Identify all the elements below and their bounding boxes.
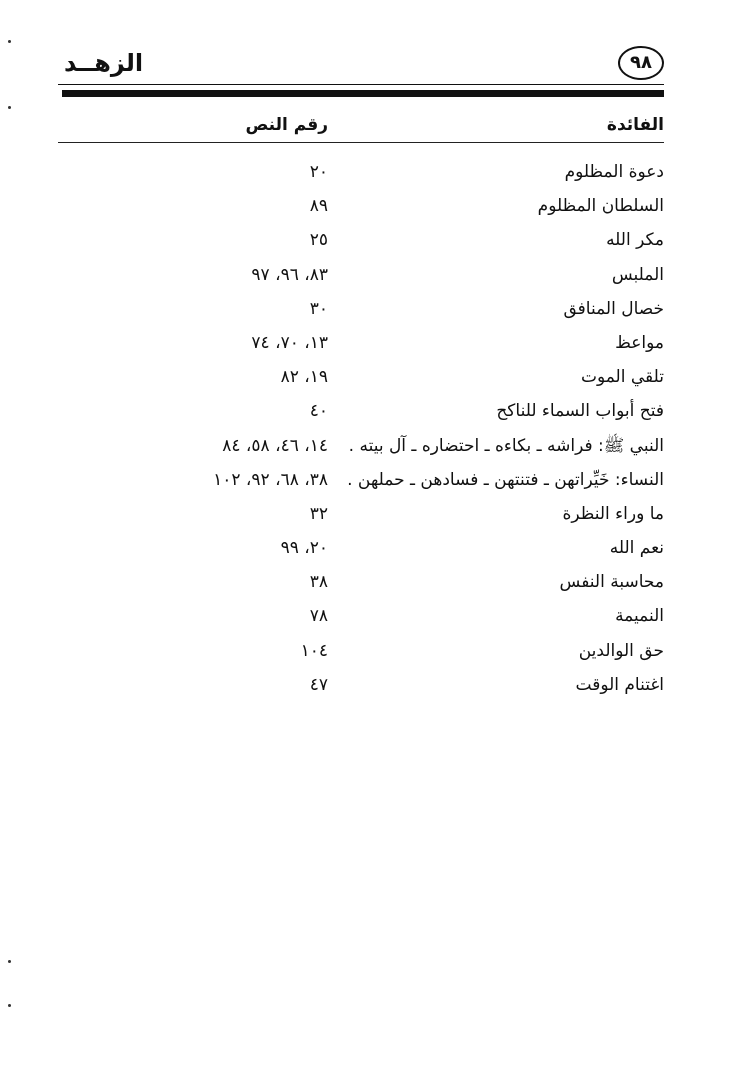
table-row — [58, 599, 664, 633]
header-rule-thin — [58, 84, 664, 85]
refs-cell: ٣٨، ٦٨، ٩٢، ١٠٢ — [213, 469, 328, 490]
ref-column-header: رقم النص — [245, 115, 328, 135]
scan-margin-speck — [8, 106, 11, 109]
table-row — [58, 565, 664, 599]
refs-cell: ١٣، ٧٠، ٧٤ — [251, 332, 328, 353]
refs-cell: ٧٨ — [309, 606, 328, 627]
refs-cell: ١٠٤ — [300, 640, 328, 661]
topic-cell: محاسبة النفس — [559, 572, 664, 593]
topic-cell: خصال المنافق — [563, 298, 664, 319]
topic-column-header: الفائدة — [606, 115, 664, 135]
refs-cell: ٨٩ — [309, 196, 328, 217]
table-row — [58, 497, 664, 531]
table-row — [58, 360, 664, 394]
index-table — [58, 155, 664, 702]
refs-cell: ٣٠ — [309, 298, 328, 319]
topic-cell: النميمة — [615, 606, 664, 627]
refs-cell: ٢٠ — [309, 162, 328, 182]
topic-cell: ما وراء النظرة — [562, 503, 664, 524]
refs-cell: ٣٢ — [309, 503, 328, 524]
table-row — [58, 429, 664, 463]
topic-cell: نعم الله — [609, 538, 664, 559]
table-row — [58, 668, 664, 702]
scan-margin-speck — [8, 1004, 11, 1007]
refs-cell: ٤٧ — [309, 674, 328, 695]
topic-cell: حق الوالدين — [578, 640, 664, 661]
topic-cell: النبي ﷺ: فراشه ـ بكاءه ـ احتضاره ـ آل بيته . — [348, 435, 664, 456]
table-row — [58, 189, 664, 223]
table-row — [58, 292, 664, 326]
refs-cell: ٢٥ — [309, 230, 328, 251]
topic-cell: مكر الله — [606, 230, 664, 251]
header-rule-thick — [62, 90, 664, 97]
topic-cell: اغتنام الوقت — [575, 674, 664, 695]
book-title: الزهــد — [64, 49, 144, 77]
topic-cell: تلقي الموت — [580, 367, 664, 388]
refs-cell: ٨٣، ٩٦، ٩٧ — [251, 264, 328, 285]
table-row — [58, 326, 664, 360]
refs-cell: ٢٠، ٩٩ — [280, 538, 328, 559]
scan-margin-speck — [8, 960, 11, 963]
topic-cell: الملبس — [611, 264, 664, 285]
page-header — [58, 44, 664, 82]
topic-cell: فتح أبواب السماء للناكح — [496, 401, 664, 422]
topic-cell: مواعظ — [615, 332, 664, 353]
table-row — [58, 531, 664, 565]
table-header-rule — [58, 142, 664, 143]
scan-margin-speck — [8, 40, 11, 43]
refs-cell: ١٩، ٨٢ — [280, 367, 328, 388]
table-row — [58, 223, 664, 257]
table-row — [58, 258, 664, 292]
table-row — [58, 463, 664, 497]
topic-cell: دعوة المظلوم — [564, 162, 664, 182]
table-row — [58, 155, 664, 189]
refs-cell: ٣٨ — [309, 572, 328, 593]
table-row — [58, 394, 664, 428]
topic-cell: النساء: خَيِّراتهن ـ فتنتهن ـ فسادهن ـ حملهن . — [347, 469, 664, 490]
page-number: ٩٨ — [618, 46, 664, 80]
refs-cell: ٤٠ — [309, 401, 328, 422]
topic-cell: السلطان المظلوم — [537, 196, 664, 217]
refs-cell: ١٤، ٤٦، ٥٨، ٨٤ — [222, 435, 328, 456]
table-row — [58, 634, 664, 668]
